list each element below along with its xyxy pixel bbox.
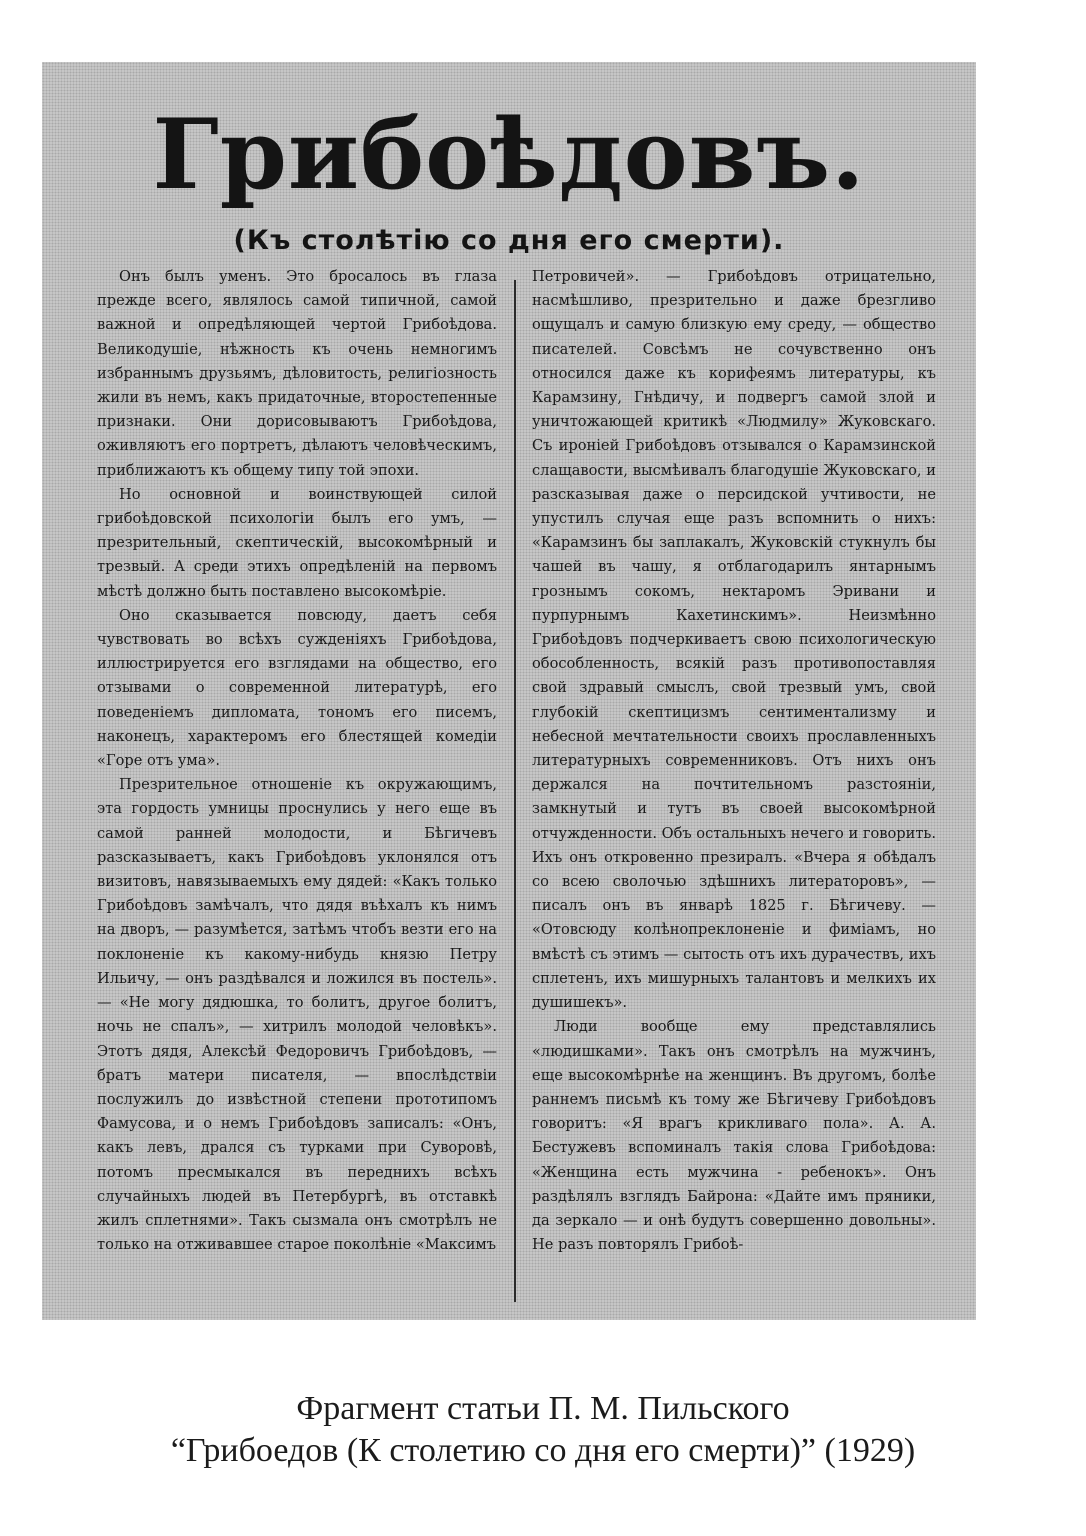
article-paragraph: Петровичей». — Грибоѣдовъ отрицательно, насмѣшливо, презрительно и даже брезгливо ощущалъ и самую близкую ему среду, — общество писателей. Совсѣмъ не сочувственно онъ относился даже къ корифеямъ литературы, къ Карамзину, Гнѣдичу, и подвергъ самой злой и уничтожающей критикѣ «Людмилу» Жуковскаго. Съ иронiей Грибоѣдовъ отзывался о Карамзинской слащавости, высмѣивалъ благодушiе Жуковскаго, и разсказывая даже о персидской учтивости, не упустилъ случая еще разъ вспомнить о нихъ: «Карамзинъ бы заплакалъ, Жуковскiй стукнулъ бы чашей въ чашу, я отблагодарилъ янтарнымъ грознымъ сокомъ, нектаромъ Эривани и пурпурнымъ Кахетинскимъ». Неизмѣнно Грибоѣдовъ подчеркиваетъ свою психологическую обособленность, всякiй разъ противопоставляя свой здравый смыслъ, свой трезвый умъ, свой глубокiй скептицизмъ сентиментализму и небесной мечтательности своихъ прославленныхъ литературныхъ современниковъ. Отъ нихъ онъ держался на почтительномъ разстоянiи, замкнутый и тутъ въ своей высокомѣрной отчужденности. Объ остальныхъ нечего и говорить. Ихъ онъ откровенно презиралъ. «Вчера я обѣдалъ со всею сволочью здѣшнихъ литераторовъ», — писалъ онъ въ январѣ 1825 г. Бѣгичеву. — «Отовсюду колѣнопреклоненiе и фимiамъ, но вмѣстѣ съ этимъ — сытость отъ ихъ дурачествъ, ихъ сплетенъ, ихъ мишурныхъ талантовъ и мелкихъ их душишекъ». [532, 268, 936, 1012]
article-paragraph: Онъ былъ уменъ. Это бросалось въ глаза прежде всего, являлось самой типичной, самой важной и опредѣляющей чертой Грибоѣдова. Великодушiе, нѣжность къ очень немногимъ избраннымъ друзьямъ, дѣловитость, религiозность жили въ немъ, какъ придаточные, второстепенные признаки. Они дорисовываютъ Грибоѣдова, оживляютъ его портретъ, дѣлаютъ человѣческимъ, приближаютъ къ общему типу той эпохи. [97, 268, 497, 479]
article-column-left [97, 265, 497, 1310]
article-paragraph: Люди вообще ему представлялись «людишками». Такъ онъ смотрѣлъ на мужчинъ, еще высокомѣрнѣе на женщинъ. Въ другомъ, болѣе раннемъ письмѣ къ тому же Бѣгичеву Грибоѣдовъ говоритъ: «Я врагъ крикливаго пола». А. А. Бестужевъ вспоминалъ такiя слова Грибоѣдова: «Женщина есть мужчина - ребенокъ». Онъ раздѣлялъ взглядъ Байрона: «Дайте имъ пряники, да зеркало — и онѣ будутъ совершенно довольны». Не разъ повторялъ Грибоѣ- [532, 1018, 936, 1254]
article-column-right [532, 265, 936, 1310]
figure-caption [0, 1388, 1086, 1472]
caption-line-1: Фрагмент статьи П. М. Пильского [296, 1390, 790, 1427]
newspaper-clipping [42, 62, 976, 1320]
column-divider [514, 280, 516, 1302]
caption-line-2: “Грибоедов (К столетию со дня его смерти)” (1929) [170, 1432, 916, 1469]
article-subheadline: (Къ столѣтiю со дня его смерти). [233, 225, 785, 256]
article-paragraph: Но основной и воинствующей силой грибоѣдовской психологiи былъ его умъ, — презрительный, скептическiй, высокомѣрный и трезвый. А среди этихъ опредѣленiй на первомъ мѣстѣ должно быть поставлено высокомѣрiе. [97, 485, 497, 600]
article-paragraph: Презрительное отношенiе къ окружающимъ, эта гордость умницы проснулись у него еще въ самой ранней молодости, и Бѣгичевъ разсказываетъ, какъ Грибоѣдовъ уклонялся отъ визитовъ, навязываемыхъ ему дядей: «Какъ только Грибоѣдовъ замѣчалъ, что дядя въѣхалъ къ нимъ на дворъ, — разумѣется, затѣмъ чтобъ везти его на поклоненiе къ какому-нибудь князю Петру Ильичу, — онъ раздѣвался и ложился въ постель». — «Не могу дядюшка, то болитъ, другое болитъ, ночь не спалъ», — хитрилъ молодой человѣкъ». Этотъ дядя, Алексѣй Федоровичъ Грибоѣдовъ, — братъ матери писателя, — впослѣдствiи послужилъ до извѣстной степени прототипомъ Фамусова, и о немъ Грибоѣдовъ записалъ: «Онъ, какъ левъ, дрался съ турками при Суворовѣ, потомъ пресмыкался въ переднихъ всѣхъ случайныхъ людей въ Петербургѣ, въ отставкѣ жилъ сплетнями». Такъ сызмала онъ смотрѣлъ не только на отживавшее старое поколѣнiе «Максимъ [97, 776, 497, 1254]
article-headline: Грибоѣдовъ. [152, 98, 866, 211]
article-paragraph: Оно сказывается повсюду, даетъ себя чувствовать во всѣхъ сужденiяхъ Грибоѣдова, иллюстрируется его взглядами на общество, его отзывами о современной литературѣ, его поведенiемъ дипломата, тономъ его писемъ, наконецъ, характеромъ его блестящей комедiи «Горе отъ ума». [97, 606, 497, 770]
